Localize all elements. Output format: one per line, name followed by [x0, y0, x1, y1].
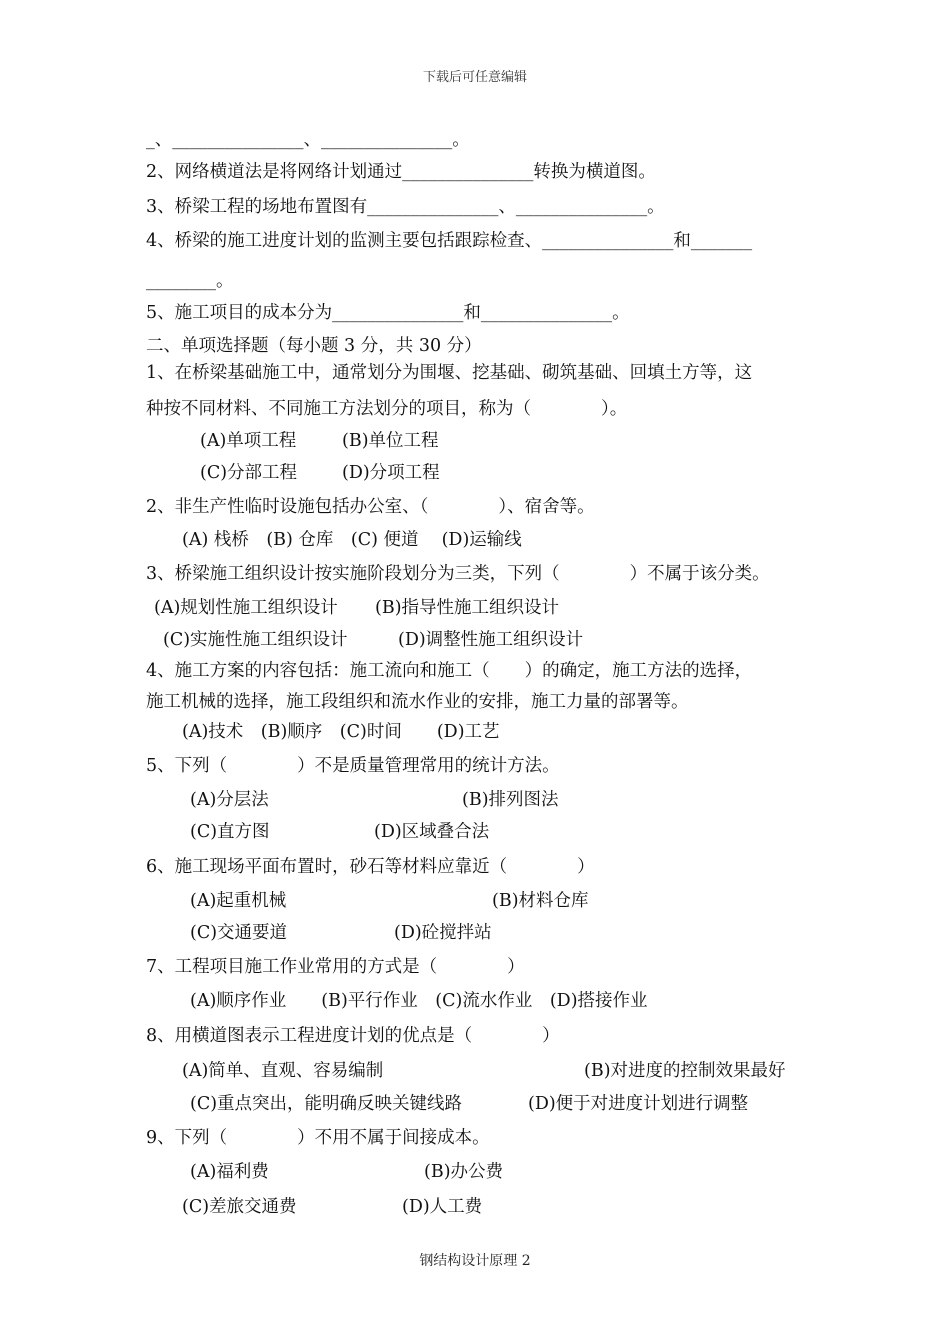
question-8-option-d[interactable]: (D)便于对进度计划进行调整: [528, 1094, 749, 1114]
question-6-line-1: 6、施工现场平面布置时，砂石等材料应靠近（ ）: [146, 857, 595, 877]
question-3-option-a[interactable]: (A)规划性施工组织设计: [154, 598, 338, 618]
question-1-option-c[interactable]: (C)分部工程: [200, 463, 298, 483]
question-3-line-1: 3、桥梁施工组织设计按实施阶段划分为三类，下列（ ）不属于该分类。: [146, 564, 770, 584]
fill-blank-line-2: 2、网络横道法是将网络计划通过_______________转换为横道图。: [146, 162, 656, 182]
fill-blank-line-5: 5、施工项目的成本分为_______________和_______________。: [146, 303, 630, 323]
question-2-options[interactable]: (A) 栈桥 (B) 仓库 (C) 便道 (D)运输线: [182, 530, 522, 550]
question-8-line-1: 8、用横道图表示工程进度计划的优点是（ ）: [146, 1026, 560, 1046]
question-4-line-2: 施工机械的选择，施工段组织和流水作业的安排，施工力量的部署等。: [146, 692, 689, 712]
question-5-option-d[interactable]: (D)区域叠合法: [374, 822, 490, 842]
page-header: 下载后可任意编辑: [422, 70, 527, 85]
question-1-line-2: 种按不同材料、不同施工方法划分的项目，称为（ ）。: [146, 399, 628, 419]
page-footer: 钢结构设计原理 2: [419, 1253, 531, 1269]
question-1-option-b[interactable]: (B)单位工程: [342, 431, 439, 451]
question-5-option-a[interactable]: (A)分层法: [190, 790, 269, 810]
question-1-option-a[interactable]: (A)单项工程: [200, 431, 297, 451]
question-1-line-1: 1、在桥梁基础施工中，通常划分为围堰、挖基础、砌筑基础、回填土方等，这: [146, 363, 753, 383]
question-6-option-a[interactable]: (A)起重机械: [190, 891, 287, 911]
question-8-option-a[interactable]: (A)简单、直观、容易编制: [182, 1061, 384, 1081]
question-6-option-d[interactable]: (D)砼搅拌站: [394, 923, 492, 943]
fill-blank-line-4: 4、桥梁的施工进度计划的监测主要包括跟踪检查、_______________和_______: [146, 231, 753, 251]
question-7-line-1: 7、工程项目施工作业常用的方式是（ ）: [146, 957, 525, 977]
question-6-option-c[interactable]: (C)交通要道: [190, 923, 288, 943]
question-5-line-1: 5、下列（ ）不是质量管理常用的统计方法。: [146, 756, 560, 776]
fill-blank-line-3: 3、桥梁工程的场地布置图有_______________、_______________。: [146, 197, 665, 217]
question-5-option-b[interactable]: (B)排列图法: [462, 790, 559, 810]
question-3-option-d[interactable]: (D)调整性施工组织设计: [398, 630, 584, 650]
question-9-option-d[interactable]: (D)人工费: [402, 1197, 483, 1217]
question-4-options[interactable]: (A)技术 (B)顺序 (C)时间 (D)工艺: [182, 722, 500, 742]
question-4-line-1: 4、施工方案的内容包括：施工流向和施工（ ）的确定，施工方法的选择，: [146, 661, 753, 681]
section-title: 二、单项选择题（每小题 3 分，共 30 分）: [146, 336, 482, 356]
question-3-option-c[interactable]: (C)实施性施工组织设计: [163, 630, 348, 650]
question-9-option-a[interactable]: (A)福利费: [190, 1162, 269, 1182]
question-7-options[interactable]: (A)顺序作业 (B)平行作业 (C)流水作业 (D)搭接作业: [190, 991, 648, 1011]
question-3-option-b[interactable]: (B)指导性施工组织设计: [375, 598, 560, 618]
question-2-line-1: 2、非生产性临时设施包括办公室、（ ）、宿舍等。: [146, 497, 595, 517]
question-6-option-b[interactable]: (B)材料仓库: [492, 891, 589, 911]
question-9-option-b[interactable]: (B)办公费: [424, 1162, 504, 1182]
question-8-option-c[interactable]: (C)重点突出，能明确反映关键线路: [190, 1094, 463, 1114]
question-9-line-1: 9、下列（ ）不用不属于间接成本。: [146, 1128, 490, 1148]
question-5-option-c[interactable]: (C)直方图: [190, 822, 270, 842]
fill-blank-line-1: _、_______________、_______________。: [146, 130, 470, 150]
question-1-option-d[interactable]: (D)分项工程: [342, 463, 440, 483]
question-8-option-b[interactable]: (B)对进度的控制效果最好: [584, 1061, 786, 1081]
fill-blank-line-4-cont: ________。: [146, 271, 234, 291]
question-9-option-c[interactable]: (C)差旅交通费: [182, 1197, 297, 1217]
